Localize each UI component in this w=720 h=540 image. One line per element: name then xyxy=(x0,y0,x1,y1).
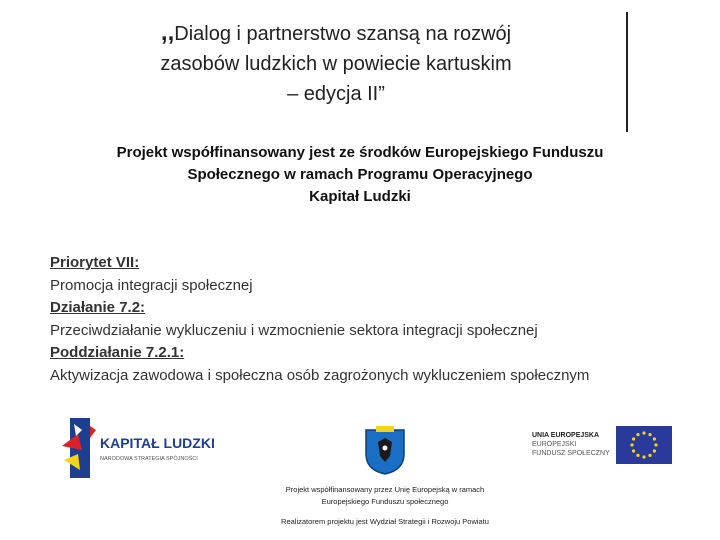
title-line-1 xyxy=(86,18,586,49)
priority-text: Promocja integracji społecznej xyxy=(50,276,253,294)
action-header: Działanie 7.2: xyxy=(50,299,146,316)
vertical-divider xyxy=(626,12,628,132)
eu-line-2: EUROPEJSKI xyxy=(532,441,577,448)
footer-line-2: Europejskiego Funduszu społecznego xyxy=(321,497,449,506)
kl-name-text: KAPITAŁ LUDZKI xyxy=(100,435,215,451)
kl-sub-text: NARODOWA STRATEGIA SPÓJNOŚCI xyxy=(100,456,198,462)
footer-cofinance-note xyxy=(250,484,520,508)
subtitle-line-3: Kapitał Ludzki xyxy=(309,188,411,205)
title-quote-open: ,, xyxy=(160,19,175,46)
program-details xyxy=(50,252,690,387)
eu-line-1: UNIA EUROPEJSKA xyxy=(532,432,600,439)
subaction-header: Poddziałanie 7.2.1: xyxy=(50,344,185,361)
project-funding-note xyxy=(40,142,680,208)
subtitle-line-1: Projekt współfinansowany jest ze środków Europejskiego Funduszu xyxy=(116,144,604,161)
subaction-text: Aktywizacja zawodowa i społeczna osób zagrożonych wykluczeniem społecznym xyxy=(50,366,590,384)
priority-header: Priorytet VII: xyxy=(50,254,140,271)
page-title xyxy=(86,18,586,109)
title-line-3: – edycja II” xyxy=(287,83,385,105)
coat-of-arms-icon xyxy=(364,426,406,476)
title-line-1-text: Dialog i partnerstwo szansą na rozwój xyxy=(174,23,512,45)
title-line-2: zasobów ludzkich w powiecie kartuskim xyxy=(160,53,512,75)
subtitle-line-2: Społecznego w ramach Programu Operacyjnego xyxy=(187,166,533,183)
kapital-ludzki-logo-icon xyxy=(60,416,230,480)
footer-implementer-note: Realizatorem projektu jest Wydział Strategii i Rozwoju Powiatu xyxy=(281,517,489,526)
footer-line-1: Projekt współfinansowany przez Unię Europejską w ramach xyxy=(285,485,485,494)
eu-flag-icon xyxy=(616,426,672,464)
eu-line-3: FUNDUSZ SPOŁECZNY xyxy=(532,450,610,457)
eu-fund-label xyxy=(532,431,612,458)
action-text: Przeciwdziałanie wykluczeniu i wzmocnienie sektora integracji społecznej xyxy=(50,321,538,339)
